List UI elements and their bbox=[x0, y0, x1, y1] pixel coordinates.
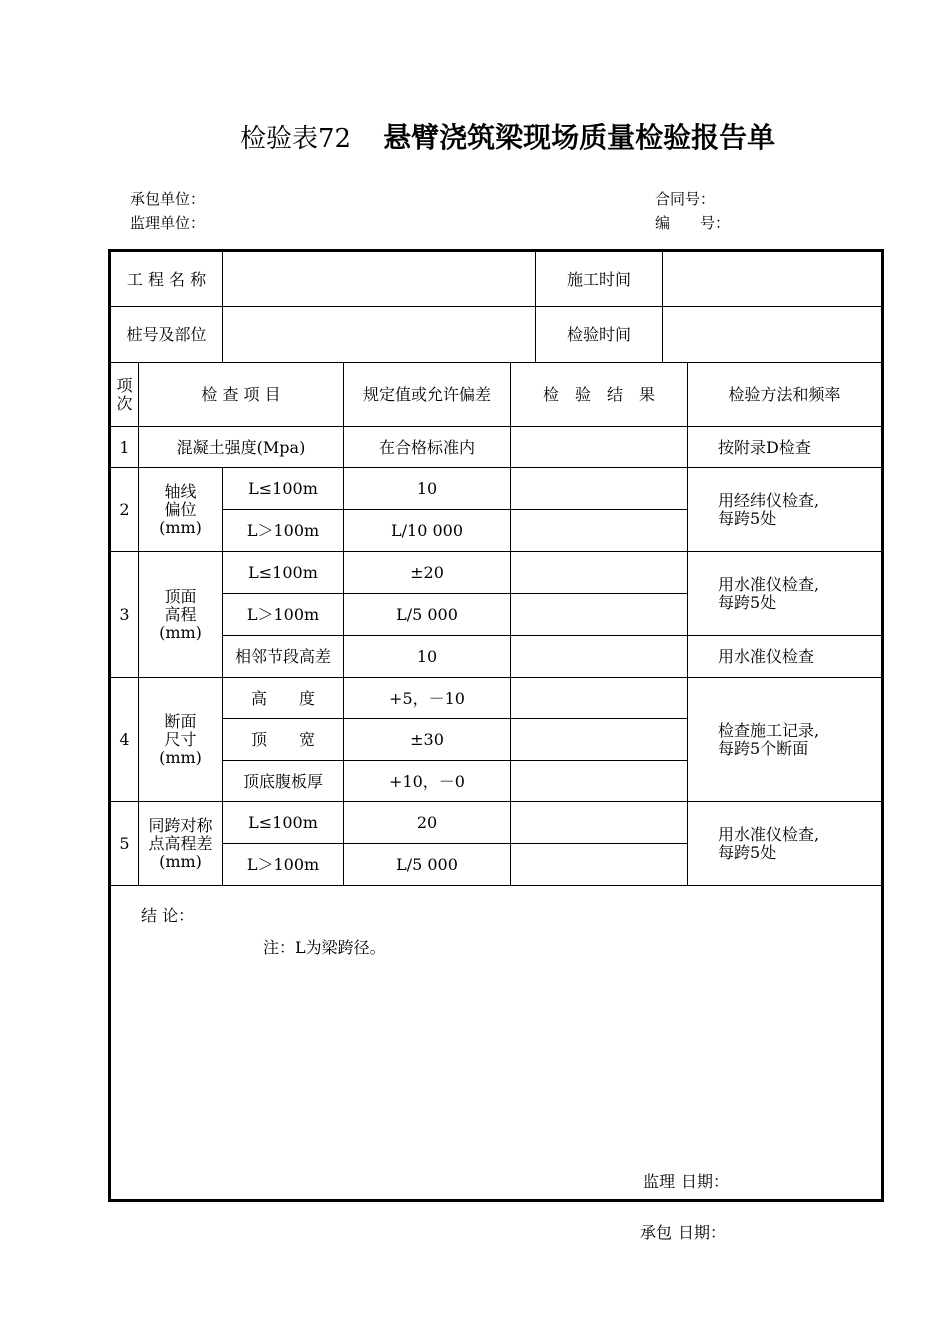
contractor-signature bbox=[640, 1220, 726, 1243]
result-cell[interactable] bbox=[511, 468, 688, 510]
sub-item: 顶 宽 bbox=[223, 719, 344, 761]
project-name-value[interactable] bbox=[223, 251, 536, 307]
sub-item: L＞100m bbox=[223, 844, 344, 886]
row-number: 1 bbox=[110, 427, 139, 468]
row-number: 5 bbox=[110, 802, 139, 886]
check-item-group: 断面 尺寸 (mm) bbox=[139, 678, 223, 802]
form-title: 悬臂浇筑梁现场质量检验报告单 bbox=[383, 121, 776, 154]
table-row bbox=[110, 802, 883, 844]
result-cell[interactable] bbox=[511, 552, 688, 594]
check-item-group: 轴线 偏位 (mm) bbox=[139, 468, 223, 552]
inspection-time-value[interactable] bbox=[663, 307, 883, 363]
method-cell: 用水准仪检查, 每跨5处 bbox=[688, 552, 883, 636]
result-cell[interactable] bbox=[511, 719, 688, 761]
col-no-header: 项次 bbox=[110, 363, 139, 427]
method-cell: 用经纬仪检查, 每跨5处 bbox=[688, 468, 883, 552]
contract-no-label: 合同号： bbox=[655, 190, 716, 208]
spec-value: 20 bbox=[344, 802, 511, 844]
check-item-group: 同跨对称 点高程差 (mm) bbox=[139, 802, 223, 886]
sub-item: L≤100m bbox=[223, 552, 344, 594]
station-row bbox=[110, 307, 883, 363]
result-cell[interactable] bbox=[511, 636, 688, 678]
sub-item: L≤100m bbox=[223, 468, 344, 510]
spec-value: L/10 000 bbox=[344, 510, 511, 552]
construction-time-value[interactable] bbox=[663, 251, 883, 307]
check-item: 混凝土强度(Mpa) bbox=[139, 427, 344, 468]
sub-item: 高 度 bbox=[223, 678, 344, 719]
method-cell: 按附录D检查 bbox=[688, 427, 883, 468]
column-header-row bbox=[110, 363, 883, 427]
conclusion-label: 结 论： bbox=[141, 906, 195, 925]
spec-value: +10，－0 bbox=[344, 761, 511, 802]
result-cell[interactable] bbox=[511, 510, 688, 552]
construction-time-label: 施工时间 bbox=[536, 251, 663, 307]
row-number: 4 bbox=[110, 678, 139, 802]
method-cell: 用水准仪检查, 每跨5处 bbox=[688, 802, 883, 886]
inspection-time-label: 检验时间 bbox=[536, 307, 663, 363]
contractor-label: 承包单位： bbox=[130, 190, 206, 208]
supervisor-signature bbox=[643, 1172, 729, 1191]
contractor-label-cut: 承包 bbox=[640, 1223, 673, 1242]
result-cell[interactable] bbox=[511, 844, 688, 886]
conclusion-row bbox=[110, 886, 883, 1201]
method-cell: 检查施工记录, 每跨5个断面 bbox=[688, 678, 883, 802]
result-cell[interactable] bbox=[511, 594, 688, 636]
supervisor-label: 监理单位： bbox=[130, 214, 206, 232]
sub-item: 顶底腹板厚 bbox=[223, 761, 344, 802]
check-item-group: 顶面 高程 (mm) bbox=[139, 552, 223, 678]
spec-value: 10 bbox=[344, 636, 511, 678]
spec-value: L/5 000 bbox=[344, 594, 511, 636]
sub-item: L＞100m bbox=[223, 510, 344, 552]
supervisor-date-label: 日期： bbox=[681, 1172, 730, 1191]
col-result-header: 检 验 结 果 bbox=[511, 363, 688, 427]
project-row bbox=[110, 251, 883, 307]
inspection-table bbox=[108, 249, 884, 1202]
project-name-label: 工 程 名 称 bbox=[110, 251, 223, 307]
sub-item: 相邻节段高差 bbox=[223, 636, 344, 678]
table-row bbox=[110, 636, 883, 678]
contractor-date-label: 日期： bbox=[678, 1223, 727, 1242]
col-item-header: 检 查 项 目 bbox=[139, 363, 344, 427]
spec-value: ±30 bbox=[344, 719, 511, 761]
conclusion-cell[interactable] bbox=[110, 886, 883, 1201]
result-cell[interactable] bbox=[511, 802, 688, 844]
span-note: 注：L为梁跨径。 bbox=[263, 938, 386, 957]
table-row bbox=[110, 468, 883, 510]
table-row bbox=[110, 552, 883, 594]
method-cell: 用水准仪检查 bbox=[688, 636, 883, 678]
result-cell[interactable] bbox=[511, 678, 688, 719]
spec-value: +5，－10 bbox=[344, 678, 511, 719]
serial-no-label: 编 号： bbox=[655, 214, 731, 232]
row-number: 3 bbox=[110, 552, 139, 678]
form-number: 检验表72 bbox=[240, 124, 352, 154]
supervisor-label-cut: 监理 bbox=[643, 1172, 676, 1191]
spec-value: 在合格标准内 bbox=[344, 427, 511, 468]
table-row bbox=[110, 427, 883, 468]
station-label: 桩号及部位 bbox=[110, 307, 223, 363]
row-number: 2 bbox=[110, 468, 139, 552]
result-cell[interactable] bbox=[511, 761, 688, 802]
sub-item: L≤100m bbox=[223, 802, 344, 844]
spec-value: ±20 bbox=[344, 552, 511, 594]
result-cell[interactable] bbox=[511, 427, 688, 468]
col-spec-header: 规定值或允许偏差 bbox=[344, 363, 511, 427]
spec-value: L/5 000 bbox=[344, 844, 511, 886]
spec-value: 10 bbox=[344, 468, 511, 510]
station-value[interactable] bbox=[223, 307, 536, 363]
table-row bbox=[110, 678, 883, 719]
sub-item: L＞100m bbox=[223, 594, 344, 636]
col-method-header: 检验方法和频率 bbox=[688, 363, 883, 427]
document-title bbox=[240, 116, 775, 156]
